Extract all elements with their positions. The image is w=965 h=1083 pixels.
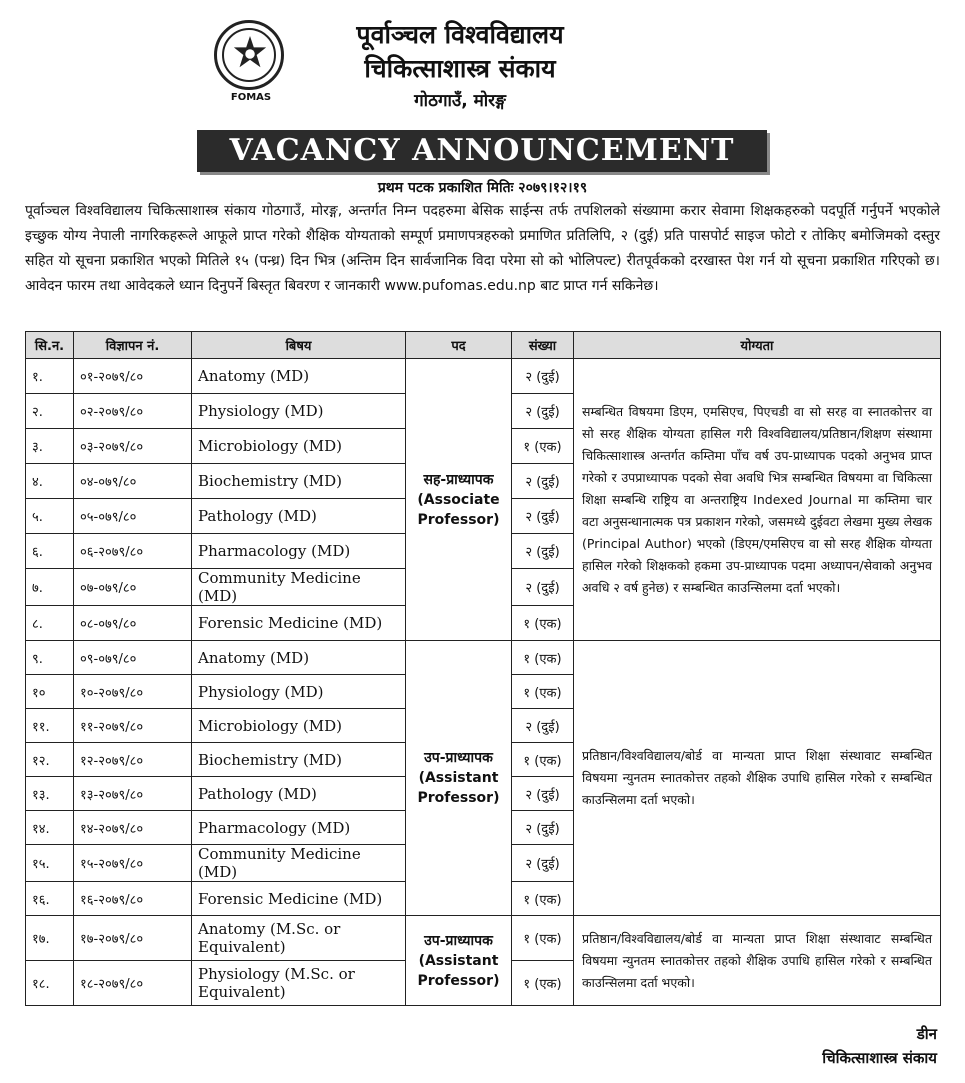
row-count: १ (एक) (512, 961, 574, 1006)
row-sn: १. (26, 359, 74, 394)
signatory-title: डीन (916, 1025, 937, 1043)
post-assistant-professor (406, 641, 512, 916)
row-sn: ७. (26, 569, 74, 606)
row-subject: Anatomy (MD) (192, 641, 406, 675)
letterhead (300, 18, 620, 116)
row-advert-no: १०-२०७९/८० (74, 675, 192, 709)
row-sn: ४. (26, 464, 74, 499)
university-name: पूर्वाञ्चल विश्वविद्यालय (356, 20, 564, 49)
row-advert-no: ११-२०७९/८० (74, 709, 192, 743)
row-count: २ (दुई) (512, 394, 574, 429)
row-count: १ (एक) (512, 882, 574, 916)
row-count: १ (एक) (512, 641, 574, 675)
post-assistant-professor-msc (406, 916, 512, 1006)
location: गोठगाउँ, मोरङ्ग (414, 91, 506, 111)
row-count: १ (एक) (512, 429, 574, 464)
logo-abbreviation: FOMAS (230, 92, 272, 103)
vacancy-table (25, 331, 941, 1006)
row-count: २ (दुई) (512, 534, 574, 569)
row-sn: ९. (26, 641, 74, 675)
row-sn: ३. (26, 429, 74, 464)
row-sn: २. (26, 394, 74, 429)
row-advert-no: ०७-०७९/८० (74, 569, 192, 606)
row-advert-no: १५-२०७९/८० (74, 845, 192, 882)
row-sn: ११. (26, 709, 74, 743)
row-sn: ६. (26, 534, 74, 569)
row-sn: १४. (26, 811, 74, 845)
row-count: २ (दुई) (512, 845, 574, 882)
row-count: २ (दुई) (512, 777, 574, 811)
post-name: सह-प्राध्यापक (423, 471, 494, 488)
row-sn: १८. (26, 961, 74, 1006)
post-associate-professor (406, 359, 512, 641)
row-subject: Microbiology (MD) (192, 709, 406, 743)
row-count: २ (दुई) (512, 569, 574, 606)
row-subject: Physiology (MD) (192, 675, 406, 709)
post-name-english: (Assistant Professor) (417, 770, 500, 806)
col-header-qualification: योग्यता (574, 332, 941, 359)
row-subject: Physiology (MD) (192, 394, 406, 429)
row-count: १ (एक) (512, 606, 574, 641)
row-sn: १५. (26, 845, 74, 882)
row-subject: Biochemistry (MD) (192, 464, 406, 499)
table-header-row (26, 332, 941, 359)
row-sn: १६. (26, 882, 74, 916)
row-sn: १३. (26, 777, 74, 811)
post-name-english: (Associate Professor) (417, 491, 500, 528)
signature-block (822, 1022, 937, 1070)
row-count: २ (दुई) (512, 359, 574, 394)
row-sn: ८. (26, 606, 74, 641)
col-header-subject: बिषय (192, 332, 406, 359)
row-advert-no: १२-२०७९/८० (74, 743, 192, 777)
row-subject: Community Medicine (MD) (192, 845, 406, 882)
row-sn: १२. (26, 743, 74, 777)
row-advert-no: ०५-०७९/८० (74, 499, 192, 534)
row-advert-no: ०२-२०७९/८० (74, 394, 192, 429)
row-count: २ (दुई) (512, 464, 574, 499)
row-sn: ५. (26, 499, 74, 534)
row-advert-no: ०१-२०७९/८० (74, 359, 192, 394)
vacancy-banner: VACANCY ANNOUNCEMENT (197, 130, 767, 172)
row-subject: Anatomy (M.Sc. or Equivalent) (192, 916, 406, 961)
row-subject: Biochemistry (MD) (192, 743, 406, 777)
row-count: २ (दुई) (512, 499, 574, 534)
col-header-advert-no: विज्ञापन नं. (74, 332, 192, 359)
row-advert-no: ०४-०७९/८० (74, 464, 192, 499)
row-advert-no: १६-२०७९/८० (74, 882, 192, 916)
row-advert-no: ०८-०७९/८० (74, 606, 192, 641)
row-sn: १७. (26, 916, 74, 961)
signatory-office: चिकित्साशास्त्र संकाय (822, 1049, 937, 1067)
row-subject: Community Medicine (MD) (192, 569, 406, 606)
row-sn: १० (26, 675, 74, 709)
row-subject: Anatomy (MD) (192, 359, 406, 394)
row-subject: Physiology (M.Sc. or Equivalent) (192, 961, 406, 1006)
row-advert-no: १३-२०७९/८० (74, 777, 192, 811)
post-name: उप-प्राध्यापक (424, 932, 493, 949)
qualification-assistant-md: प्रतिष्ठान/विश्वविद्यालय/बोर्ड वा मान्यता प्राप्त शिक्षा संस्थावाट सम्बन्धित विषयमा न्युनतम स्नातकोत्तर तहको शैक्षिक उपाधि हासिल गरेको र सम्बन्धित काउन्सिलमा दर्ता भएको। (574, 641, 941, 916)
table-row (26, 359, 941, 394)
row-subject: Pathology (MD) (192, 499, 406, 534)
logo-emblem (214, 20, 284, 90)
row-count: १ (एक) (512, 916, 574, 961)
row-advert-no: ०३-२०७९/८० (74, 429, 192, 464)
post-name-english: (Assistant Professor) (417, 952, 500, 989)
university-logo (212, 20, 290, 112)
col-header-post: पद (406, 332, 512, 359)
row-advert-no: १४-२०७९/८० (74, 811, 192, 845)
table-row (26, 641, 941, 675)
row-count: २ (दुई) (512, 811, 574, 845)
publish-date: प्रथम पटक प्रकाशित मितिः २०७९।१२।१९ (377, 180, 588, 196)
row-advert-no: ०६-२०७९/८० (74, 534, 192, 569)
row-subject: Pharmacology (MD) (192, 534, 406, 569)
row-advert-no: ०९-०७९/८० (74, 641, 192, 675)
star-icon (231, 35, 269, 73)
qualification-assistant-msc: प्रतिष्ठान/विश्वविद्यालय/बोर्ड वा मान्यता प्राप्त शिक्षा संस्थावाट सम्बन्धित विषयमा न्युनतम स्नातकोत्तर तहको शैक्षिक उपाधि हासिल गरेको र सम्बन्धित काउन्सिलमा दर्ता भएको। (574, 916, 941, 1006)
row-subject: Pharmacology (MD) (192, 811, 406, 845)
col-header-sn: सि.न. (26, 332, 74, 359)
row-count: १ (एक) (512, 675, 574, 709)
col-header-count: संख्या (512, 332, 574, 359)
row-subject: Forensic Medicine (MD) (192, 606, 406, 641)
row-subject: Forensic Medicine (MD) (192, 882, 406, 916)
row-count: १ (एक) (512, 743, 574, 777)
row-subject: Microbiology (MD) (192, 429, 406, 464)
intro-paragraph: पूर्वाञ्चल विश्वविद्यालय चिकित्साशास्त्र संकाय गोठगाउँ, मोरङ्ग, अन्तर्गत निम्न पदहरुमा बेसिक साईन्स तर्फ तपशिलको संख्यामा करार सेवामा शिक्षकहरुको पदपूर्ति गर्नुपर्ने भएकोले इच्छुक योग्य नेपाली नागरिकहरूले आफूले प्राप्त गरेको शैक्षिक योग्यताको सम्पूर्ण प्रमाणपत्रहरुको प्रमाणित प्रतिलिपि, २ (दुई) प्रति पासपोर्ट साइज फोटो र तोकिए बमोजिमको दस्तुर सहित यो सूचना प्रकाशित भएको मितिले १५ (पन्ध्र) दिन भित्र (अन्तिम दिन सार्वजानिक विदा परेमा सो को भोलिपल्ट) रीतपूर्वकको दरखास्त पेश गर्न यो सूचना प्रकाशित गरिएको छ। आवेदन फारम तथा आवेदकले ध्यान दिनुपर्ने बिस्तृत बिवरण र जानकारी www.pufomas.edu.np बाट प्राप्त गर्न सकिनेछ। (25, 203, 940, 294)
row-advert-no: १८-२०७९/८० (74, 961, 192, 1006)
table-row (26, 916, 941, 961)
row-advert-no: १७-२०७९/८० (74, 916, 192, 961)
qualification-associate: सम्बन्धित विषयमा डिएम, एमसिएच, पिएचडी वा सो सरह वा स्नातकोत्तर वा सो सरह शैक्षिक योग्यता हासिल गरी विश्वविद्यालय/प्रतिष्ठान/शिक्षण संस्थामा चिकित्साशास्त्र अन्तर्गत कम्तिमा पाँच वर्ष उप-प्राध्यापक पदको अनुभव प्राप्त गरेको र उपप्राध्यापक पदको सेवा अवधि भित्र सम्बन्धित विषयमा वा चिकित्सा शिक्षा सम्बन्धि राष्ट्रिय वा अन्तराष्ट्रिय Indexed Journal मा कम्तिमा चार वटा अनुसन्धानात्मक पत्र प्रकाशन गरेको, जसमध्ये दुईवटा लेखमा मुख्य लेखक (Principal Author) भएको (डिएम/एमसिएच वा सो सरह शैक्षिक योग्यता हासिल गरेको शिक्षकको हकमा उप-प्राध्यापक पदमा अध्यापन/सेवाको अनुभव अवधि २ वर्ष हुनेछ) र सम्बन्धित काउन्सिलमा दर्ता भएको। (574, 359, 941, 641)
row-subject: Pathology (MD) (192, 777, 406, 811)
post-name: उप-प्राध्यापक (424, 750, 493, 766)
faculty-name: चिकित्साशास्त्र संकाय (364, 54, 556, 83)
row-count: २ (दुई) (512, 709, 574, 743)
